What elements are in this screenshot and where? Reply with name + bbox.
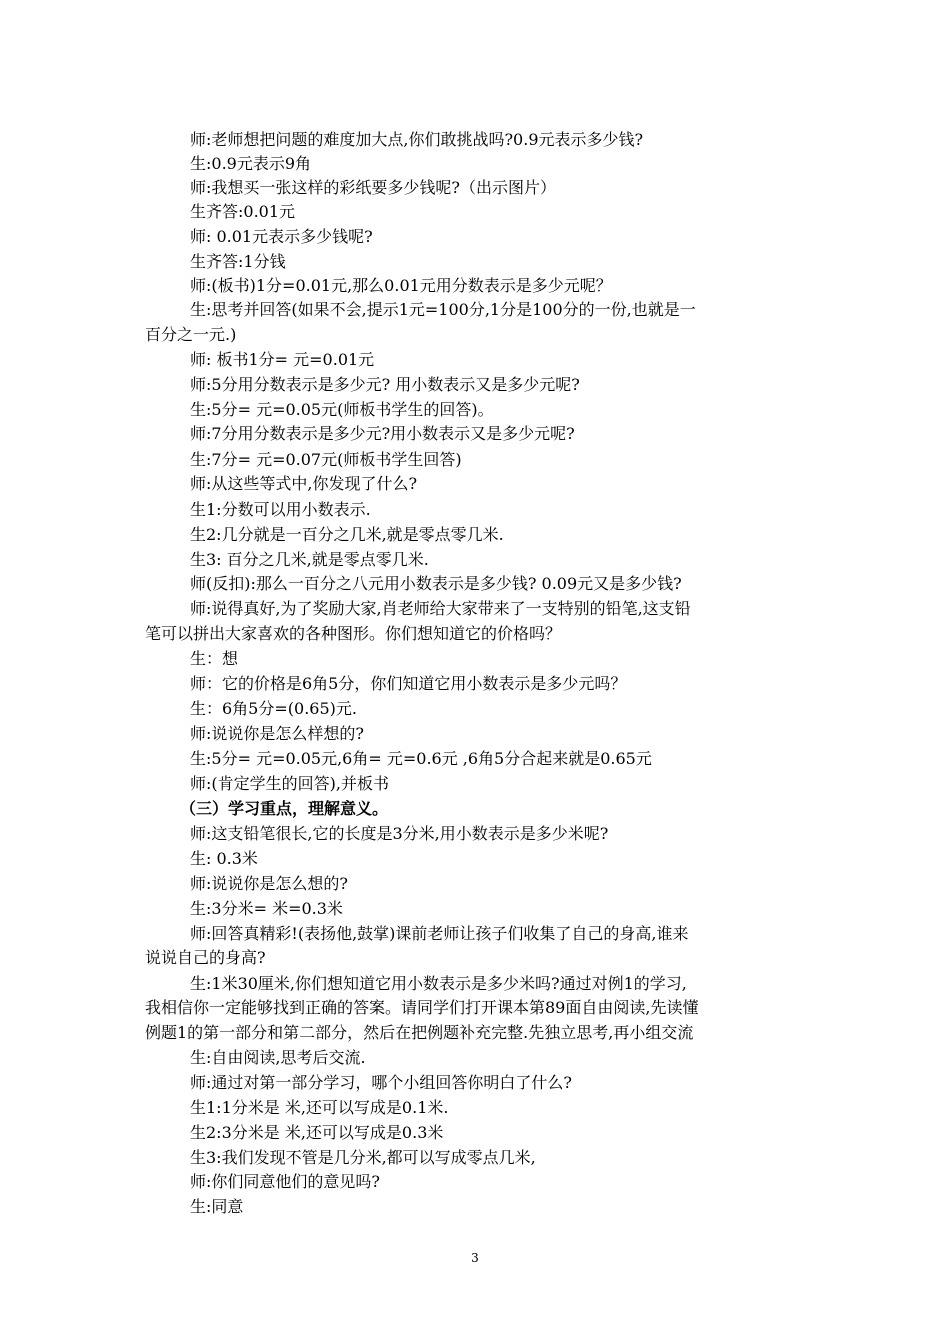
line-34: 说说自己的身高? <box>145 948 266 967</box>
line-33: 师:回答真精彩!(表扬他,鼓掌)课前老师让孩子们收集了自己的身高,谁来 <box>190 924 689 943</box>
line-22: 生：想 <box>190 649 239 668</box>
line-42: 生3:我们发现不管是几分米,都可以写成零点几米, <box>190 1148 536 1167</box>
line-5: 师: 0.01元表示多少钱呢? <box>190 227 373 246</box>
line-29: 师:这支铅笔很长,它的长度是3分米,用小数表示是多少米呢? <box>190 824 609 843</box>
line-36: 我相信你一定能够找到正确的答案。请同学们打开课本第89面自由阅读,先读懂 <box>145 998 699 1017</box>
line-7: 师:(板书)1分=0.01元,那么0.01元用分数表示是多少元呢？ <box>190 276 612 295</box>
line-31: 师:说说你是怎么想的? <box>190 874 348 893</box>
line-32: 生:3分米= 米=0.3米 <box>190 899 343 918</box>
line-21: 笔可以拼出大家喜欢的各种图形。你们想知道它的价格吗？ <box>145 624 562 643</box>
line-23: 师：它的价格是6角5分，你们知道它用小数表示是多少元吗？ <box>190 674 627 693</box>
line-37: 例题1的第一部分和第二部分，然后在把例题补充完整.先独立思考,再小组交流 <box>145 1023 694 1042</box>
line-14: 生:7分= 元=0.07元(师板书学生回答) <box>190 450 462 469</box>
line-19: 师(反扣):那么一百分之八元用小数表示是多少钱? 0.09元又是多少钱? <box>190 574 682 593</box>
line-18: 生3: 百分之几米,就是零点零几米. <box>190 550 429 569</box>
line-15: 师:从这些等式中,你发现了什么? <box>190 474 418 493</box>
line-38: 生:自由阅读,思考后交流. <box>190 1048 366 1067</box>
line-3: 师:我想买一张这样的彩纸要多少钱呢?（出示图片） <box>190 178 556 197</box>
line-10: 师: 板书1分= 元=0.01元 <box>190 350 375 369</box>
line-16: 生1:分数可以用小数表示. <box>190 500 371 519</box>
line-44: 生:同意 <box>190 1197 244 1216</box>
section-heading: （三）学习重点，理解意义。 <box>180 799 389 818</box>
line-25: 师:说说你是怎么样想的? <box>190 724 364 743</box>
line-39: 师:通过对第一部分学习，哪个小组回答你明白了什么? <box>190 1073 572 1092</box>
line-35: 生:1米30厘米,你们想知道它用小数表示是多少米吗?通过对例1的学习, <box>190 974 687 993</box>
line-41: 生2:3分米是 米,还可以写成是0.3米 <box>190 1123 444 1142</box>
line-30: 生: 0.3米 <box>190 849 258 868</box>
line-13: 师:7分用分数表示是多少元?用小数表示又是多少元呢? <box>190 424 575 443</box>
line-17: 生2:几分就是一百分之几米,就是零点零几米. <box>190 525 504 544</box>
line-43: 师:你们同意他们的意见吗? <box>190 1172 380 1191</box>
line-1: 师:老师想把问题的难度加大点,你们敢挑战吗?0.9元表示多少钱? <box>190 130 644 149</box>
page-number: 3 <box>471 1251 479 1265</box>
line-40: 生1:1分米是 米,还可以写成是0.1米. <box>190 1098 449 1117</box>
line-24: 生：6角5分=(0.65)元. <box>190 699 357 718</box>
line-6: 生齐答:1分钱 <box>190 252 286 271</box>
line-26: 生:5分= 元=0.05元,6角= 元=0.6元 ,6角5分合起来就是0.65元 <box>190 749 652 768</box>
line-20: 师:说得真好,为了奖励大家,肖老师给大家带来了一支特别的铅笔,这支铅 <box>190 599 691 618</box>
line-9: 百分之一元.) <box>145 325 237 344</box>
line-2: 生:0.9元表示9角 <box>190 154 312 173</box>
line-8: 生:思考并回答(如果不会,提示1元=100分,1分是100分的一份,也就是一 <box>190 300 696 319</box>
line-12: 生:5分= 元=0.05元(师板书学生的回答)。 <box>190 400 494 419</box>
line-11: 师:5分用分数表示是多少元? 用小数表示又是多少元呢? <box>190 375 580 394</box>
line-4: 生齐答:0.01元 <box>190 202 296 221</box>
line-27: 师:(肯定学生的回答),并板书 <box>190 774 389 793</box>
